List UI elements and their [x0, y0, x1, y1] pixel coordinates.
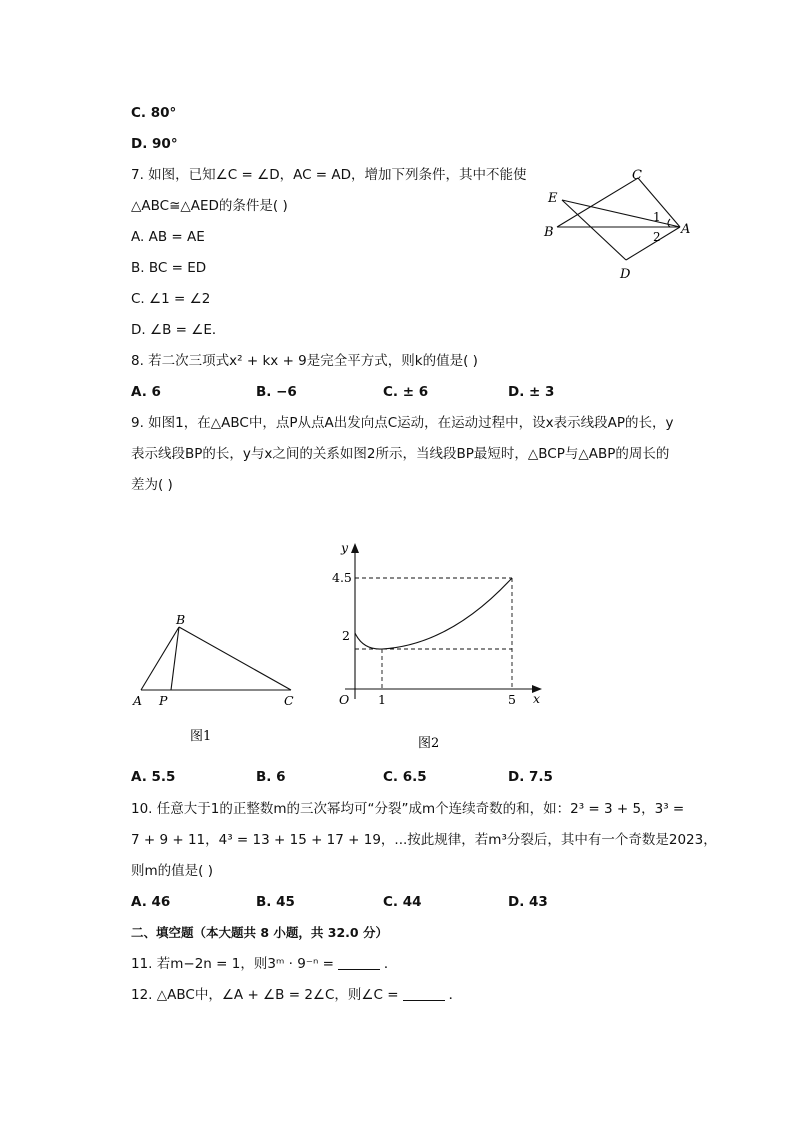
q9-option-d: D. 7.5 [508, 769, 553, 785]
q8-option-b: B. −6 [256, 384, 297, 400]
q7-stem-line2: △ABC≅△AED的条件是( ) [131, 198, 288, 214]
q7-option-b: B. BC = ED [131, 260, 207, 276]
q9-figure-2 [330, 537, 550, 757]
q7-stem-line1: 7. 如图，已知∠C = ∠D，AC = AD，增加下列条件，其中不能使 [131, 167, 527, 183]
q9f1-label-a: A [133, 693, 143, 708]
q9f1-seg-bc [179, 627, 291, 690]
q12-stem: 12. △ABC中，∠A + ∠B = 2∠C，则∠C = [131, 987, 399, 1003]
q9-stem-line2: 表示线段BP的长，y与x之间的关系如图2所示，当线段BP最短时，△BCP与△ABP的周长的 [131, 446, 670, 462]
q9f2-tick-1: 1 [378, 692, 386, 707]
q9f2-caption: 图2 [418, 736, 440, 751]
q7-label-c: C [632, 168, 642, 183]
q9f1-caption: 图1 [190, 729, 212, 744]
q7-option-c: C. ∠1 = ∠2 [131, 291, 211, 307]
q9f2-tick-45: 4.5 [332, 570, 352, 585]
q8-option-a: A. 6 [131, 384, 161, 400]
q7-seg-ed [562, 200, 626, 260]
q6-option-d: D. 90° [131, 136, 178, 152]
q9f2-curve [355, 578, 512, 649]
q11-stem: 11. 若m−2n = 1，则3ᵐ · 9⁻ⁿ = [131, 956, 334, 972]
q9f1-label-c: C [284, 693, 294, 708]
q8-option-d: D. ± 3 [508, 384, 555, 400]
q6-option-c: C. 80° [131, 105, 177, 121]
q7-label-e: E [548, 191, 558, 206]
q10-option-d: D. 43 [508, 894, 548, 910]
section-title-fill-in: 二、填空题（本大题共 8 小题，共 32.0 分） [131, 925, 388, 940]
q12-end: ． [448, 987, 463, 1003]
q8-stem: 8. 若二次三项式x² + kx + 9是完全平方式，则k的值是( ) [131, 353, 478, 369]
q7-label-a: A [681, 222, 691, 237]
q7-seg-cb [557, 178, 638, 227]
q9f2-tick-5: 5 [508, 692, 516, 707]
q10-stem-line1: 10. 任意大于1的正整数m的三次幂均可“分裂”成m个连续奇数的和，如：2³ = 3 + 5，3³ = [131, 801, 685, 817]
q7-figure [540, 164, 700, 284]
q9f1-label-p: P [159, 693, 168, 708]
q10-option-a: A. 46 [131, 894, 171, 910]
q7-label-d: D [620, 267, 631, 282]
q9-option-a: A. 5.5 [131, 769, 176, 785]
q9f2-tick-2: 2 [342, 628, 350, 643]
q9f2-label-y: y [341, 540, 349, 555]
q9f2-label-x: x [533, 691, 541, 706]
q11-line [131, 954, 397, 974]
q9-figure-1 [128, 608, 308, 758]
q10-stem-line2: 7 + 9 + 11，4³ = 13 + 15 + 17 + 19，...按此规律，若m³分裂后，其中有一个奇数是2023， [131, 832, 717, 848]
q7-option-a: A. AB = AE [131, 229, 205, 245]
q10-stem-line3: 则m的值是( ) [131, 863, 213, 879]
q9f2-label-o: O [339, 692, 350, 707]
q8-option-c: C. ± 6 [383, 384, 429, 400]
q9f1-seg-ab [141, 627, 179, 690]
q10-option-b: B. 45 [256, 894, 295, 910]
q9f1-seg-bp [171, 627, 179, 690]
q7-label-2: 2 [653, 230, 661, 244]
q7-label-b: B [544, 225, 554, 240]
q9-stem-line1: 9. 如图1，在△ABC中，点P从点A出发向点C运动，在运动过程中，设x表示线段AP的长，y [131, 415, 674, 431]
q7-angle-arc [668, 219, 670, 227]
q11-end: ． [383, 956, 398, 972]
q9-stem-line3: 差为( ) [131, 477, 173, 493]
q11-answer-blank[interactable] [338, 955, 380, 970]
q7-label-1: 1 [653, 210, 661, 224]
q9-option-c: C. 6.5 [383, 769, 427, 785]
q9f2-y-arrow [351, 543, 359, 553]
q12-answer-blank[interactable] [403, 986, 445, 1001]
q9f1-label-b: B [176, 612, 186, 627]
q9-option-b: B. 6 [256, 769, 286, 785]
q7-option-d: D. ∠B = ∠E． [131, 322, 226, 338]
q10-option-c: C. 44 [383, 894, 422, 910]
q12-line [131, 985, 462, 1005]
